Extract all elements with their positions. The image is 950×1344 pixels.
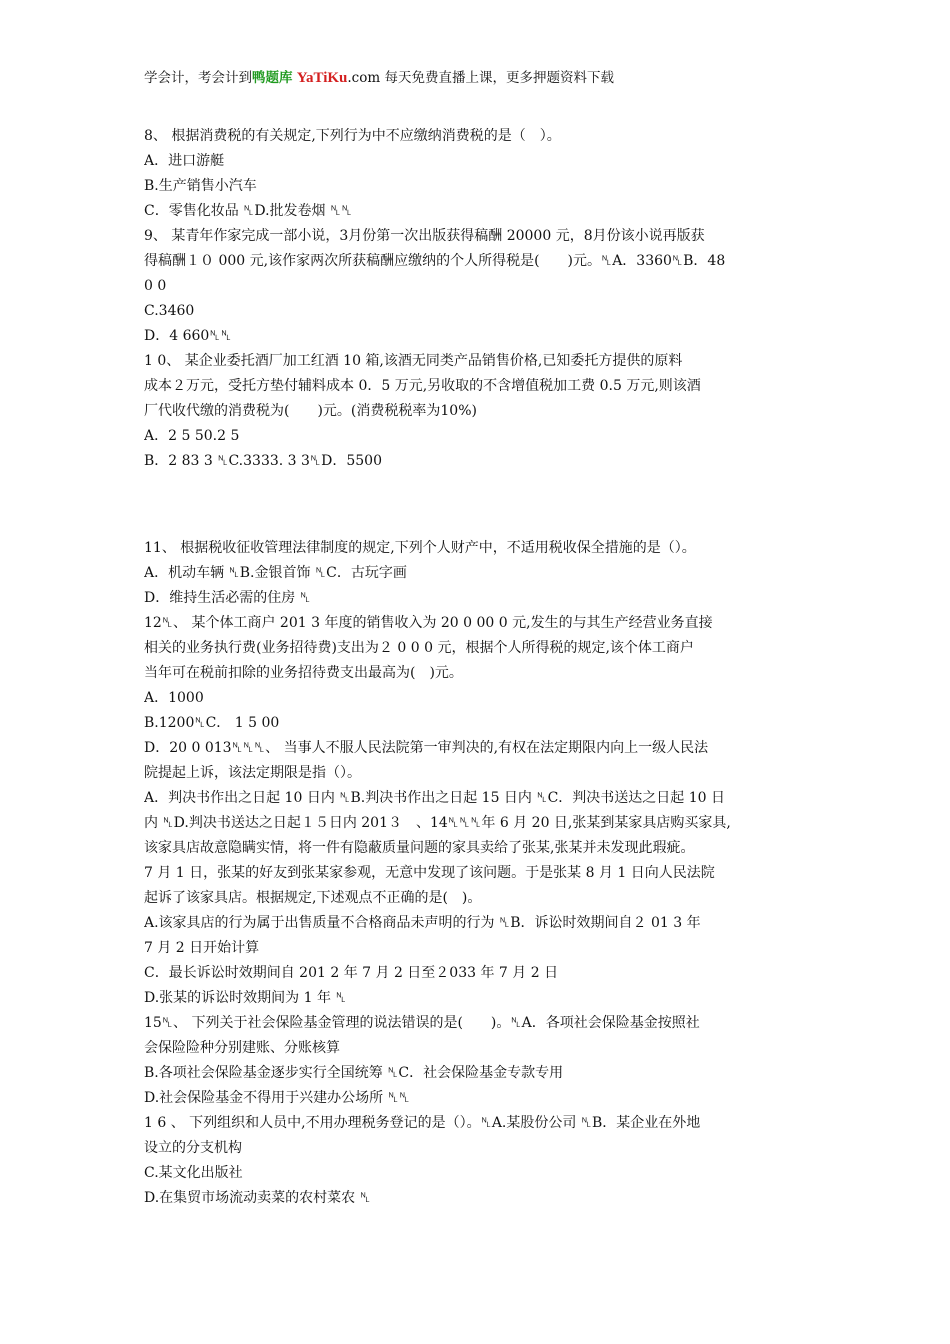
text-line: B.1200␤C． 1 5 00: [144, 715, 280, 731]
text-line: C.3460: [144, 303, 195, 319]
text-line: 相关的业务执行费(业务招待费)支出为２ 0 0 0 元，根据个人所得税的规定,该个体工商户: [144, 640, 694, 656]
document-body: [144, 124, 812, 1211]
text-line: 该家具店故意隐瞒实情，将一件有隐蔽质量问题的家具卖给了张某,张某并未发现此瑕疵。: [144, 840, 695, 856]
text-line: A．1000: [144, 690, 204, 706]
text-line: 设立的分支机构: [144, 1140, 242, 1156]
text-line: B.生产销售小汽车: [144, 178, 257, 194]
text-line: 15␤、 下列关于社会保险基金管理的说法错误的是( )。␤A．各项社会保险基金按照社: [144, 1015, 700, 1031]
text-line: B.各项社会保险基金逐步实行全国统筹 ␤C．社会保险基金专款专用: [144, 1065, 564, 1081]
text-line: D.社会保险基金不得用于兴建办公场所 ␤␤: [144, 1090, 411, 1106]
text-line: 8、 根据消费税的有关规定,下列行为中不应缴纳消费税的是（ ）。: [144, 128, 561, 144]
text-line: A.该家具店的行为属于出售质量不合格商品未声明的行为 ␤B．诉讼时效期间自２ 01 3 年: [144, 915, 701, 931]
text-line: 内 ␤D.判决书送达之日起１５日内 201３ 、14␤␤␤年 6 月 20 日,张某到某家具店购买家具,: [144, 815, 731, 831]
text-line: A．判决书作出之日起 10 日内 ␤B.判决书作出之日起 15 日内 ␤C．判决书送达之日起 10 日: [144, 790, 726, 806]
text-line: 会保险险种分别建账、分账核算: [144, 1040, 340, 1056]
text-line: 当年可在税前扣除的业务招待费支出最高为( )元。: [144, 665, 463, 681]
text-line: 1 6 、 下列组织和人员中,不用办理税务登记的是（）。␤A.某股份公司 ␤B．某企业在外地: [144, 1115, 701, 1131]
block-spacer: [144, 474, 812, 536]
text-line: D.张某的诉讼时效期间为 1 年 ␤: [144, 990, 347, 1006]
text-line: 得稿酬１０ 000 元,该作家两次所获稿酬应缴纳的个人所得税是( )元。␤A．3360␤B．48: [144, 253, 726, 269]
text-line: 成本２万元，受托方垫付辅料成本 0．5 万元,另收取的不含增值税加工费 0.5 万元,则该酒: [144, 378, 701, 394]
text-line: D．维持生活必需的住房 ␤: [144, 590, 311, 606]
text-line: D．20 0 013␤␤␤、 当事人不服人民法院第一审判决的,有权在法定期限内向上一级人民法: [144, 740, 709, 756]
text-line: 11、 根据税收征收管理法律制度的规定,下列个人财产中，不适用税收保全措施的是（）。: [144, 540, 696, 556]
page-header: [144, 68, 614, 88]
question-block-1: [144, 124, 812, 474]
text-line: D．4 660␤␤: [144, 328, 232, 344]
text-line: A．2 5 50.2 5: [144, 428, 240, 444]
text-line: 院提起上诉，该法定期限是指（）。: [144, 765, 361, 781]
text-line: 1 0、 某企业委托酒厂加工红酒 10 箱,该酒无同类产品销售价格,已知委托方提供的原料: [144, 353, 683, 369]
text-line: 9、 某青年作家完成一部小说，3月份第一次出版获得稿酬 20000 元，8月份该小说再版获: [144, 228, 705, 244]
header-suffix: .com 每天免费直播上课，更多押题资料下载: [347, 70, 614, 86]
text-line: A．机动车辆 ␤B.金银首饰 ␤C．古玩字画: [144, 565, 407, 581]
header-prefix: 学会计，考会计到: [144, 70, 252, 86]
brand-name-cn: 鸭题库: [252, 70, 293, 86]
brand-name-en: YaTiKu: [296, 70, 348, 86]
text-line: B．2 83 3 ␤C.3333. 3 3␤D．5500: [144, 453, 382, 469]
text-line: 起诉了该家具店。根据规定,下述观点不正确的是( )。: [144, 890, 482, 906]
text-line: C.某文化出版社: [144, 1165, 243, 1181]
text-line: A．进口游艇: [144, 153, 225, 169]
text-line: C．零售化妆品 ␤D.批发卷烟 ␤␤: [144, 203, 353, 219]
text-line: 12␤、 某个体工商户 201 3 年度的销售收入为 20 0 00 0 元,发生的与其生产经营业务直接: [144, 615, 713, 631]
text-line: 7 月 1 日，张某的好友到张某家参观，无意中发现了该问题。于是张某 8 月 1 日向人民法院: [144, 865, 715, 881]
text-line: 0 0: [144, 278, 167, 294]
text-line: 7 月 2 日开始计算: [144, 940, 260, 956]
text-line: C．最长诉讼时效期间自 201 2 年 7 月 2 日至２033 年 7 月 2 日: [144, 965, 559, 981]
text-line: D.在集贸市场流动卖菜的农村菜农 ␤: [144, 1190, 371, 1206]
question-block-2: [144, 536, 812, 1211]
text-line: 厂代收代缴的消费税为( )元。(消费税税率为10%): [144, 403, 477, 419]
